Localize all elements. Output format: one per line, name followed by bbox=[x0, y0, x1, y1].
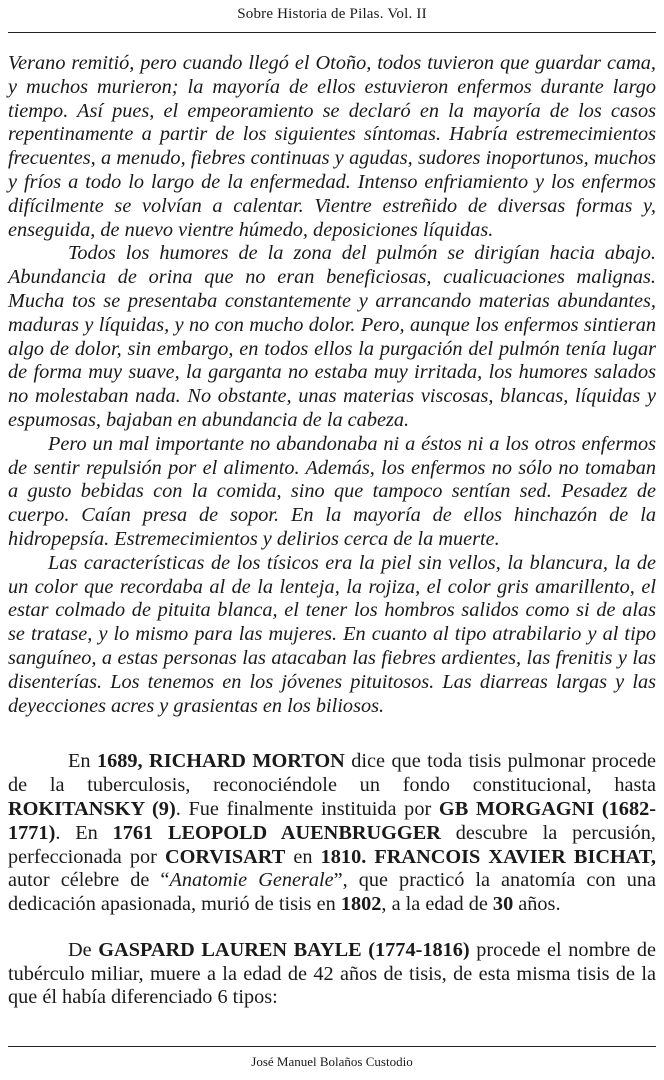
text-run: procede el nombre de tubérculo miliar, muere a la edad de 42 años de tisis, de esta misma tisis de la que él había diferenciado 6 tipos: bbox=[8, 938, 656, 1009]
running-header: Sobre Historia de Pilas. Vol. II bbox=[237, 6, 427, 22]
text-run: dice que toda tisis pulmonar procede de la tuberculosis, reconociéndole un fondo constitucional, hasta bbox=[8, 750, 656, 797]
text-run: En bbox=[68, 750, 97, 773]
paragraph-2: Todos los humores de la zona del pulmón se dirigían hacia abajo. Abundancia de orina que no eran beneficiosas, cualicuaciones malignas. Mucha tos se presentaba constantemente y arrancando materias abundantes, maduras y líquidas, y no con mucho dolor. Pero, aunque los enfermos sintieran algo de dolor, sin embargo, en todos ellos la purgación del pulmón tenía lugar de forma muy suave, la garganta no estaba muy irritada, los humores salados no molestaban nada. No obstante, unas materias viscosas, blancas, líquidas y espumosas, bajaban en abundancia de la cabeza. bbox=[8, 242, 656, 431]
paragraph-6 bbox=[8, 939, 656, 1010]
bold-run: 1689, bbox=[96, 750, 143, 773]
text-run: autor célebre de “ bbox=[8, 869, 170, 892]
bold-run: (1774-1816) bbox=[368, 938, 470, 961]
bold-run: 30 bbox=[492, 893, 514, 916]
text-run: . En bbox=[55, 821, 113, 844]
bold-run: CORVISART bbox=[164, 845, 286, 868]
paragraph-4: Las características de los tísicos era la piel sin vellos, la blancura, la de un color que recordaba al de la lenteja, la rojiza, el color gris amarillento, el estar colmado de pituita blanca, el tener los hombros salidos como si de alas se tratase, y lo mismo para las mujeres. En cuanto al tipo atrabilario y al tipo sanguíneo, a estas personas las atacaban las fiebres ardientes, las frenitis y las disenterías. Los tenemos en los jóvenes pituitosos. Las diarreas largas y las deyecciones acres y grasientas en los biliosos. bbox=[8, 551, 656, 717]
text-run: , a la edad de bbox=[381, 893, 493, 916]
paragraph-3: Pero un mal importante no abandonaba ni a éstos ni a los otros enfermos de sentir repulsión por el alimento. Además, los enfermos no sólo no tomaban a gusto bebidas con la comida, sino que tampoco sentían sed. Pesadez de cuerpo. Caían presa de sopor. En la mayoría de ellos hinchazón de la hidropepsía. Estremecimientos y delirios cerca de la muerte. bbox=[8, 432, 656, 550]
bold-run: GB MORGAGNI (1682-1771) bbox=[8, 797, 656, 844]
bold-run: ROKITANSKY (9) bbox=[8, 797, 176, 820]
body-text bbox=[8, 52, 656, 1010]
bold-run: 1810. FRANCOIS XAVIER BICHAT, bbox=[320, 845, 656, 868]
bold-run: 1802 bbox=[340, 893, 382, 916]
italic-run: Anatomie Generale bbox=[169, 869, 334, 892]
text-run: años. bbox=[513, 893, 561, 916]
bold-run: GASPARD LAUREN BAYLE bbox=[98, 938, 362, 961]
running-footer: José Manuel Bolaños Custodio bbox=[251, 1054, 413, 1069]
text-run: en bbox=[285, 845, 321, 868]
text-run: ”, que practicó la anatomía con una dedicación apasionada, murió de tisis en bbox=[8, 869, 656, 916]
header-rule bbox=[8, 32, 656, 33]
paragraph-1: Verano remitió, pero cuando llegó el Otoño, todos tuvieron que guardar cama, y muchos murieron; la mayoría de ellos estuvieron enfermos durante largo tiempo. Así pues, el empeoramiento se declaró en la mayoría de los casos repentinamente a partir de los siguientes síntomas. Habría estremecimientos frecuentes, a menudo, fiebres continuas y agudas, sudores inoportunos, muchos y fríos a todo lo largo de la enfermedad. Intenso enfriamiento y los enfermos difícilmente se volvían a calentar. Vientre estreñido de diversas formas y, enseguida, de nuevo vientre húmedo, deposiciones líquidas. bbox=[8, 52, 656, 241]
text-run: descubre la percusión, perfeccionada por bbox=[8, 821, 657, 868]
footer-rule bbox=[8, 1046, 656, 1047]
text-run: . Fue finalmente instituida por bbox=[175, 797, 439, 820]
bold-run: RICHARD MORTON bbox=[149, 750, 345, 773]
text-run: De bbox=[68, 938, 99, 961]
bold-run: 1761 LEOPOLD AUENBRUGGER bbox=[112, 821, 441, 844]
paragraph-5 bbox=[8, 750, 656, 917]
